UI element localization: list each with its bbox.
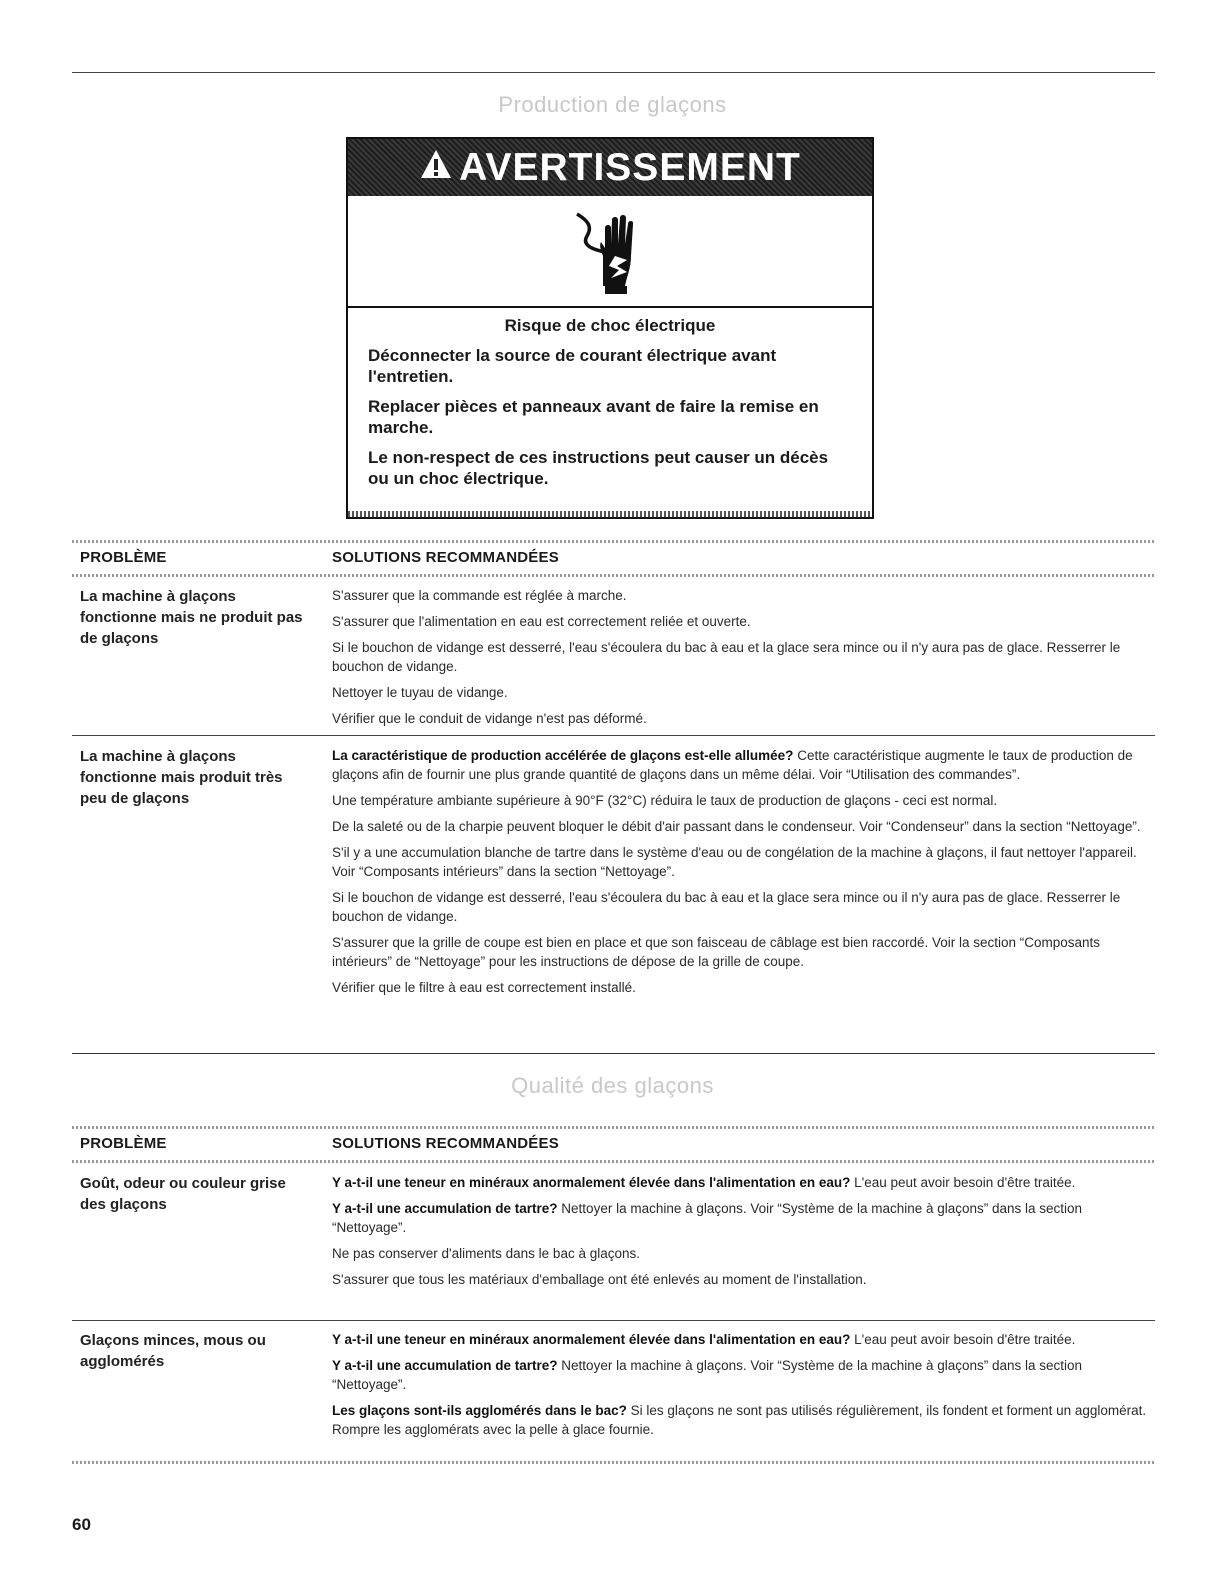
problem-column-header: PROBLÈME [80,1135,167,1152]
solution-item: S'assurer que l'alimentation en eau est correctement reliée et ouverte. [332,614,751,629]
warning-subtitle: Risque de choc électrique [504,316,716,335]
warning-box [346,137,874,519]
solutions-column-header: SOLUTIONS RECOMMANDÉES [332,1135,559,1152]
table-bottom-rule [72,1461,1155,1464]
row-divider [72,735,1155,736]
page-number: 60 [72,1515,91,1534]
solution-item: Vérifier que le filtre à eau est correctement installé. [332,980,636,995]
solutions-cell [332,1173,1150,1296]
solution-item: Nettoyer le tuyau de vidange. [332,685,508,700]
solution-item: S'il y a une accumulation blanche de tartre dans le système d'eau ou de congélation de la machine à glaçons, il faut nettoyer l'appareil. Voir “Composants intérieurs” dans la section “Nettoyage”. [332,845,1137,879]
top-rule [72,72,1155,73]
solution-item: S'assurer que tous les matériaux d'emballage ont été enlevés au moment de l'installation. [332,1272,867,1287]
table-header-bottom-rule [72,1160,1155,1163]
warning-header [348,139,872,196]
problem-cell: Goût, odeur ou couleur grise des glaçons [80,1175,286,1213]
solution-item: Une température ambiante supérieure à 90°F (32°C) réduira le taux de production de glaçons - ceci est normal. [332,793,998,808]
table-header-top-rule [72,1126,1155,1129]
solutions-cell [332,586,1150,735]
warning-line: Déconnecter la source de courant électrique avant l'entretien. [368,346,777,386]
solution-item: S'assurer que la grille de coupe est bien en place et que son faisceau de câblage est bien raccordé. Voir la section “Composants intérieurs” de “Nettoyage” pour les instructions de dépose de la grille de coupe. [332,935,1101,969]
solution-item: Les glaçons sont-ils agglomérés dans le bac? Si les glaçons ne sont pas utilisés régulièrement, ils fondent et forment un agglomérat. Rompre les agglomérats avec la pelle à glace fournie. [332,1403,1147,1437]
solution-item: Si le bouchon de vidange est desserré, l'eau s'écoulera du bac à eau et la glace sera mince ou il n'y aura pas de glace. Resserrer le bouchon de vidange. [332,640,1121,674]
section-title-production: Production de glaçons [498,92,727,117]
solution-item: La caractéristique de production accélérée de glaçons est-elle allumée? Cette caractéristique augmente le taux de production de glaçons afin de fournir une plus grande quantité de glaçons dans un même délai. Voir “Utilisation des commandes”. [332,748,1133,782]
solution-item: Y a-t-il une accumulation de tartre? Nettoyer la machine à glaçons. Voir “Système de la machine à glaçons” dans la section “Nettoyage”. [332,1358,1083,1392]
problem-cell: La machine à glaçons fonctionne mais ne produit pas de glaçons [80,588,303,647]
problem-column-header: PROBLÈME [80,549,167,566]
solution-item: S'assurer que la commande est réglée à marche. [332,588,627,603]
row-divider [72,1320,1155,1321]
solution-item: Vérifier que le conduit de vidange n'est pas déformé. [332,711,647,726]
warning-bottom-border [348,511,872,517]
solutions-cell [332,746,1150,1004]
solution-item: Y a-t-il une teneur en minéraux anormalement élevée dans l'alimentation en eau? L'eau peut avoir besoin d'être traitée. [332,1175,1076,1190]
warning-line: Le non-respect de ces instructions peut causer un décès ou un choc électrique. [368,448,829,488]
problem-cell: Glaçons minces, mous ou agglomérés [80,1332,266,1370]
solution-item: Y a-t-il une accumulation de tartre? Nettoyer la machine à glaçons. Voir “Système de la machine à glaçons” dans la section “Nettoyage”. [332,1201,1083,1235]
solution-item: De la saleté ou de la charpie peuvent bloquer le débit d'air passant dans le condenseur. Voir “Condenseur” dans la section “Nettoyage”. [332,819,1141,834]
solutions-column-header: SOLUTIONS RECOMMANDÉES [332,549,559,566]
solution-item: Y a-t-il une teneur en minéraux anormalement élevée dans l'alimentation en eau? L'eau peut avoir besoin d'être traitée. [332,1332,1076,1347]
warning-line: Replacer pièces et panneaux avant de faire la remise en marche. [368,397,819,437]
table-header-top-rule [72,540,1155,543]
warning-header-text: AVERTISSEMENT [459,145,801,189]
solution-item: Ne pas conserver d'aliments dans le bac à glaçons. [332,1246,640,1261]
solutions-cell [332,1330,1150,1446]
warning-triangle-icon [419,146,453,190]
table-header-bottom-rule [72,574,1155,577]
section-title-quality: Qualité des glaçons [511,1073,714,1098]
problem-cell: La machine à glaçons fonctionne mais produit très peu de glaçons [80,748,283,807]
electric-shock-hand-icon [348,196,872,308]
section-divider [72,1053,1155,1054]
solution-item: Si le bouchon de vidange est desserré, l'eau s'écoulera du bac à eau et la glace sera mince ou il n'y aura pas de glace. Resserrer le bouchon de vidange. [332,890,1121,924]
